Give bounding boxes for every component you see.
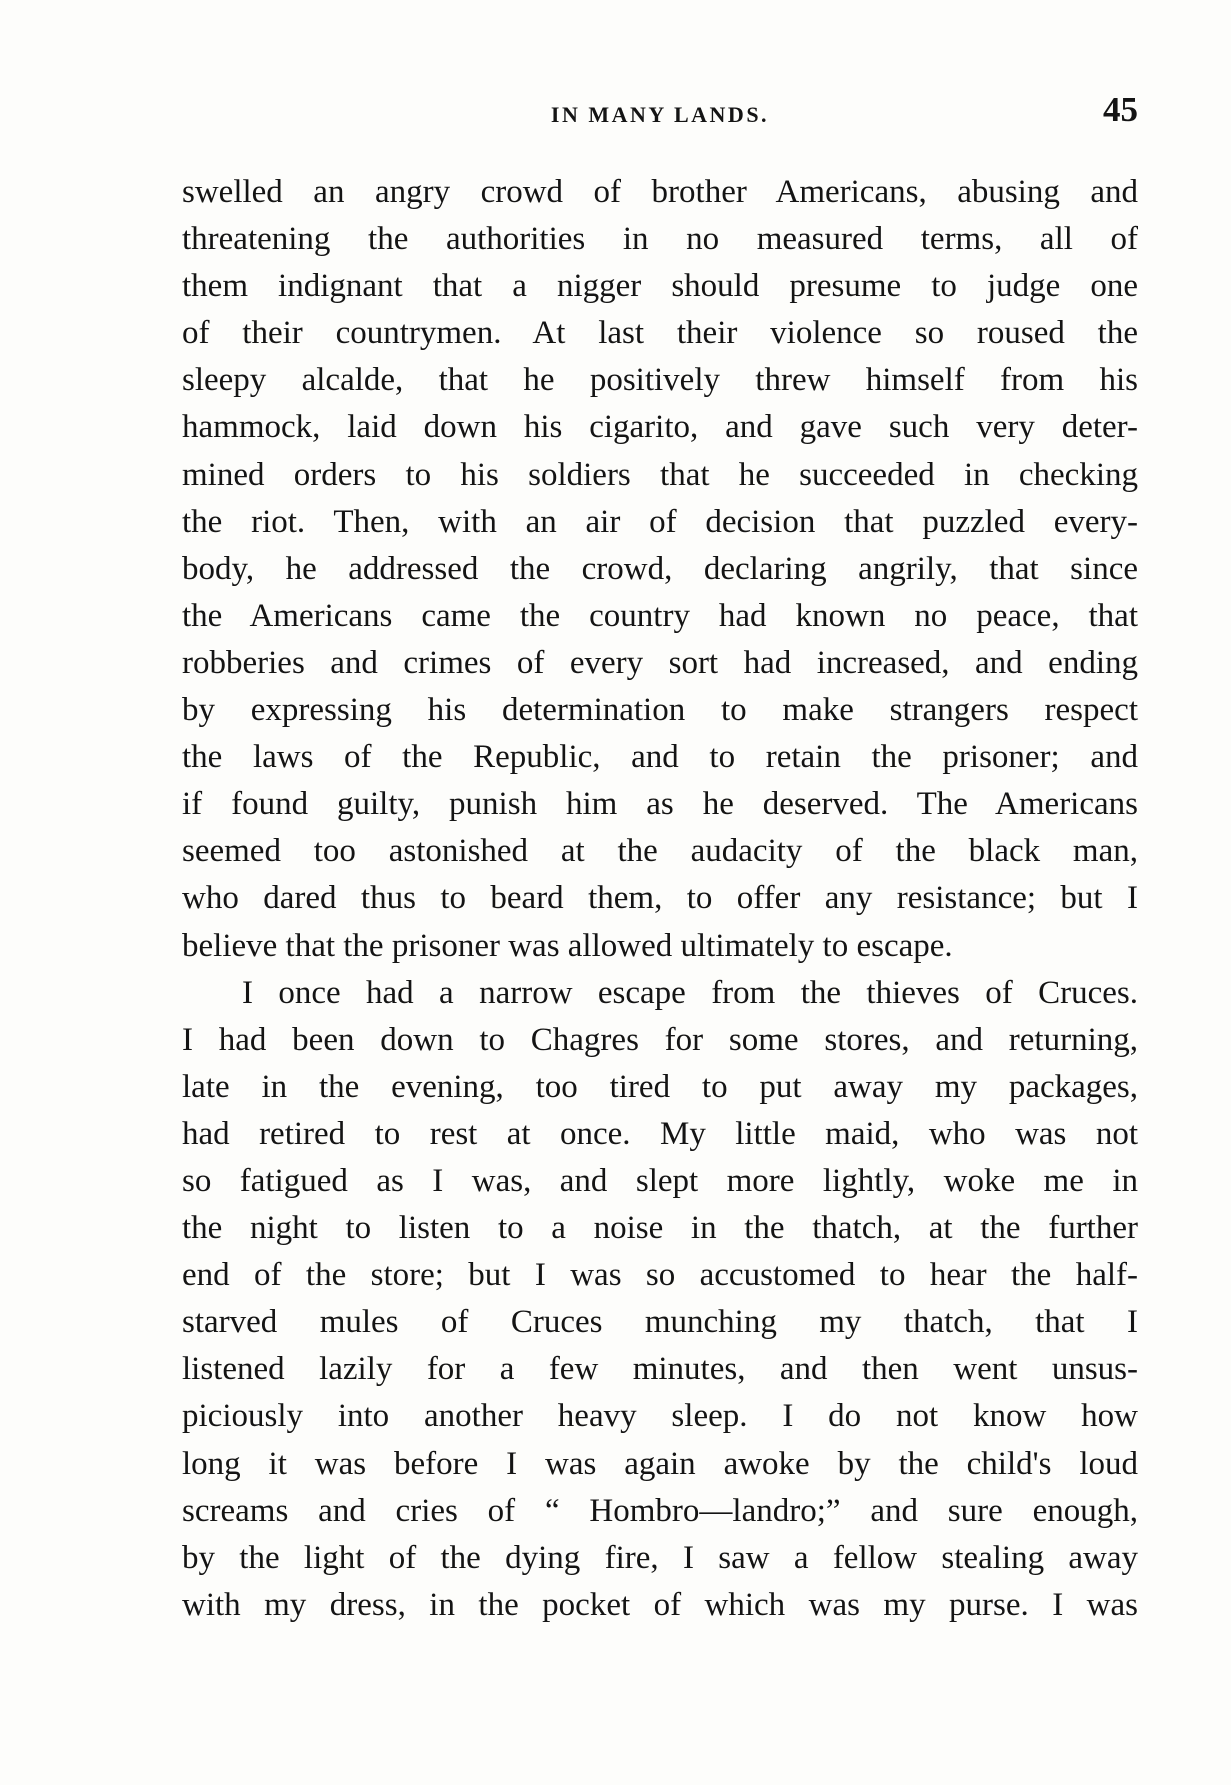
text-line: by expressing his determination to make strangers respect — [182, 692, 1138, 729]
text-line: the riot. Then, with an air of decision that puzzled every- — [182, 503, 1138, 540]
paragraph-start-line: I once had a narrow escape from the thieves of Cruces. — [242, 974, 1138, 1011]
text-line: sleepy alcalde, that he positively threw himself from his — [182, 362, 1138, 399]
text-line: seemed too astonished at the audacity of the black man, — [182, 833, 1138, 870]
paragraph-end-line: believe that the prisoner was allowed ultimately to escape. — [182, 927, 953, 964]
text-line: who dared thus to beard them, to offer any resistance; but I — [182, 880, 1138, 917]
text-line: so fatigued as I was, and slept more lightly, woke me in — [182, 1162, 1138, 1199]
text-line: with my dress, in the pocket of which was my purse. I was — [182, 1586, 1138, 1623]
text-line: the laws of the Republic, and to retain the prisoner; and — [182, 739, 1138, 776]
text-line: late in the evening, too tired to put away my packages, — [182, 1068, 1138, 1105]
text-line: threatening the authorities in no measured terms, all of — [182, 221, 1138, 258]
text-line: the Americans came the country had known no peace, that — [182, 597, 1138, 634]
text-line: screams and cries of “ Hombro—landro;” and sure enough, — [182, 1492, 1138, 1529]
text-line: hammock, laid down his cigarito, and gave such very deter- — [182, 409, 1138, 446]
text-line: body, he addressed the crowd, declaring angrily, that since — [182, 550, 1138, 587]
page-header — [182, 84, 1138, 144]
text-line: starved mules of Cruces munching my thatch, that I — [182, 1304, 1138, 1341]
text-line: end of the store; but I was so accustomed to hear the half- — [182, 1257, 1138, 1294]
text-line: robberies and crimes of every sort had increased, and ending — [182, 644, 1138, 681]
text-line: swelled an angry crowd of brother Americans, abusing and — [182, 174, 1138, 210]
text-line: listened lazily for a few minutes, and then went unsus- — [182, 1351, 1138, 1388]
text-line: mined orders to his soldiers that he succeeded in checking — [182, 456, 1138, 493]
body-text — [182, 169, 1138, 1629]
text-line: piciously into another heavy sleep. I do not know how — [182, 1398, 1138, 1435]
text-line: had retired to rest at once. My little maid, who was not — [182, 1115, 1138, 1152]
text-line: them indignant that a nigger should presume to judge one — [182, 268, 1138, 305]
text-line: by the light of the dying fire, I saw a fellow stealing away — [182, 1539, 1138, 1576]
text-line: long it was before I was again awoke by the child's loud — [182, 1445, 1138, 1482]
page-number: 45 — [1103, 90, 1138, 129]
text-line: I had been down to Chagres for some stores, and returning, — [182, 1021, 1138, 1058]
running-head: IN MANY LANDS. — [550, 102, 770, 127]
text-line: if found guilty, punish him as he deserved. The Americans — [182, 786, 1138, 823]
text-line: the night to listen to a noise in the thatch, at the further — [182, 1210, 1138, 1247]
text-line: of their countrymen. At last their violence so roused the — [182, 315, 1138, 352]
